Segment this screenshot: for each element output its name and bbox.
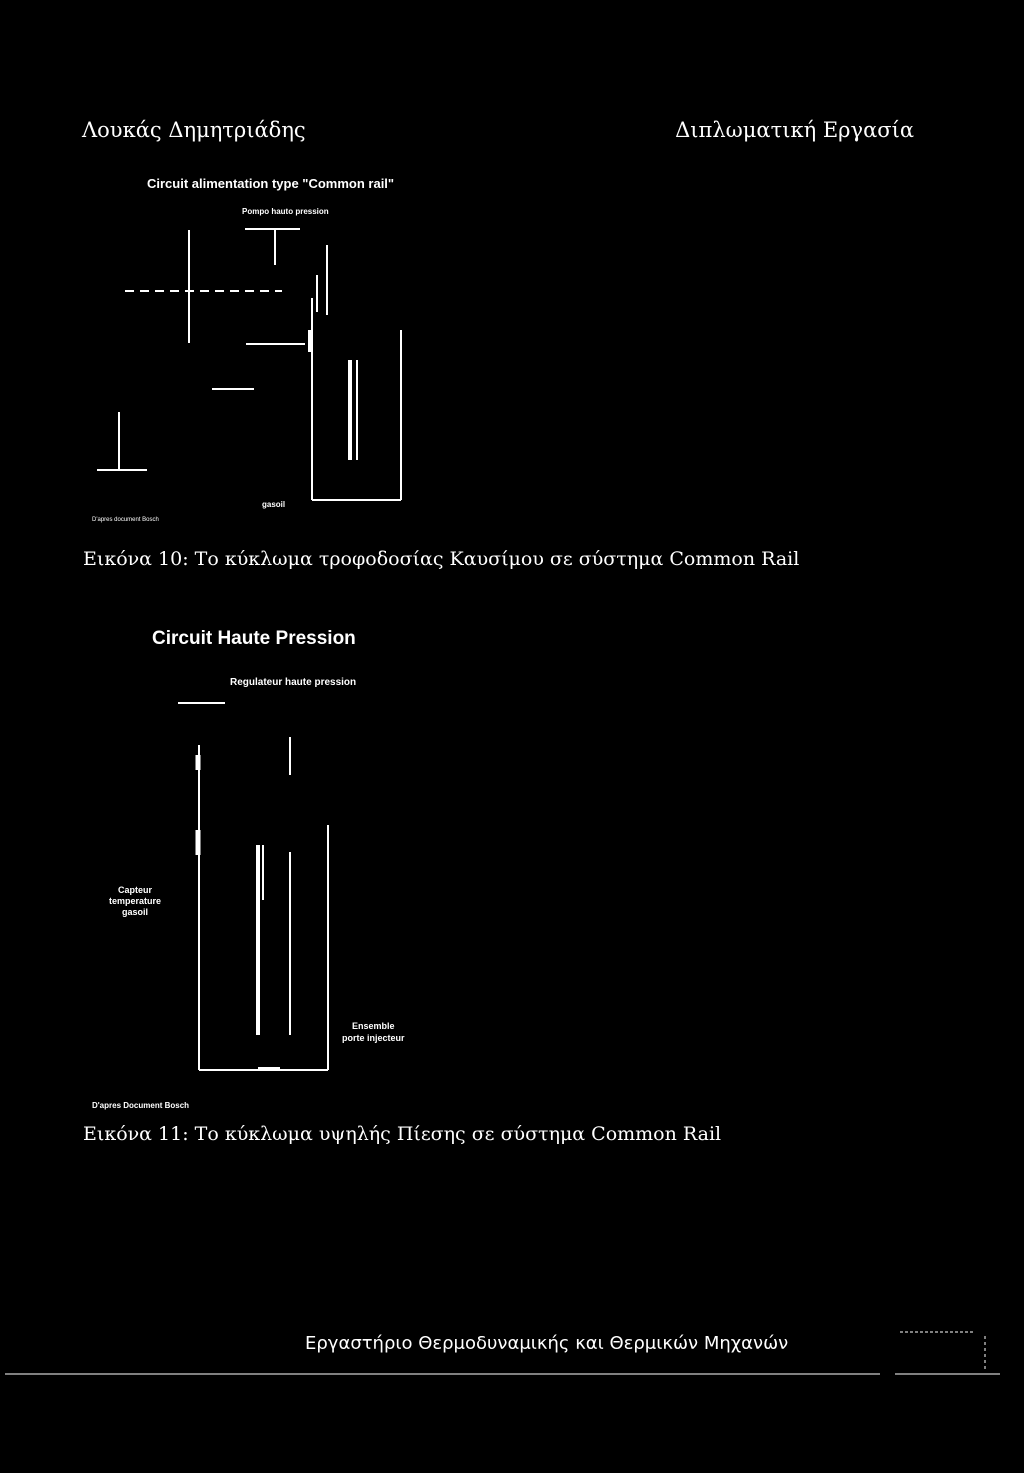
figure10-label-pump: Pompo hauto pression — [242, 207, 329, 216]
figure11-caption: Εικόνα 11: Το κύκλωμα υψηλής Πίεσης σε σύστημα Common Rail — [83, 1123, 722, 1145]
figure11-source: D'apres Document Bosch — [92, 1101, 190, 1110]
figure10-title: Circuit alimentation type "Common rail" — [147, 176, 395, 191]
figure11-label-sensor-line-1: Capteur — [117, 885, 152, 895]
figure11-label-sensor-line-2: temperature — [108, 896, 162, 906]
figure11-label-injector-line-1: Ensemble — [351, 1021, 395, 1031]
figure10-source: D'apres document Bosch — [92, 517, 159, 523]
figure11-label-sensor-line-3: gasoil — [121, 907, 148, 917]
footer-text: Εργαστήριο Θερμοδυναμικής και Θερμικών Μηχανών — [305, 1333, 789, 1354]
header-author: Λουκάς Δημητριάδης — [82, 118, 306, 142]
figure11-title: Circuit Haute Pression — [152, 628, 356, 649]
figure11-label-regulator: Regulateur haute pression — [230, 677, 357, 688]
header-doc-type: Διπλωματική Εργασία — [675, 118, 914, 142]
figure10-caption: Εικόνα 10: Το κύκλωμα τροφοδοσίας Καυσίμου σε σύστημα Common Rail — [83, 548, 800, 570]
figure11-label-injector-line-2: porte injecteur — [342, 1033, 405, 1043]
figure10-label-gasoil: gasoil — [262, 500, 286, 509]
